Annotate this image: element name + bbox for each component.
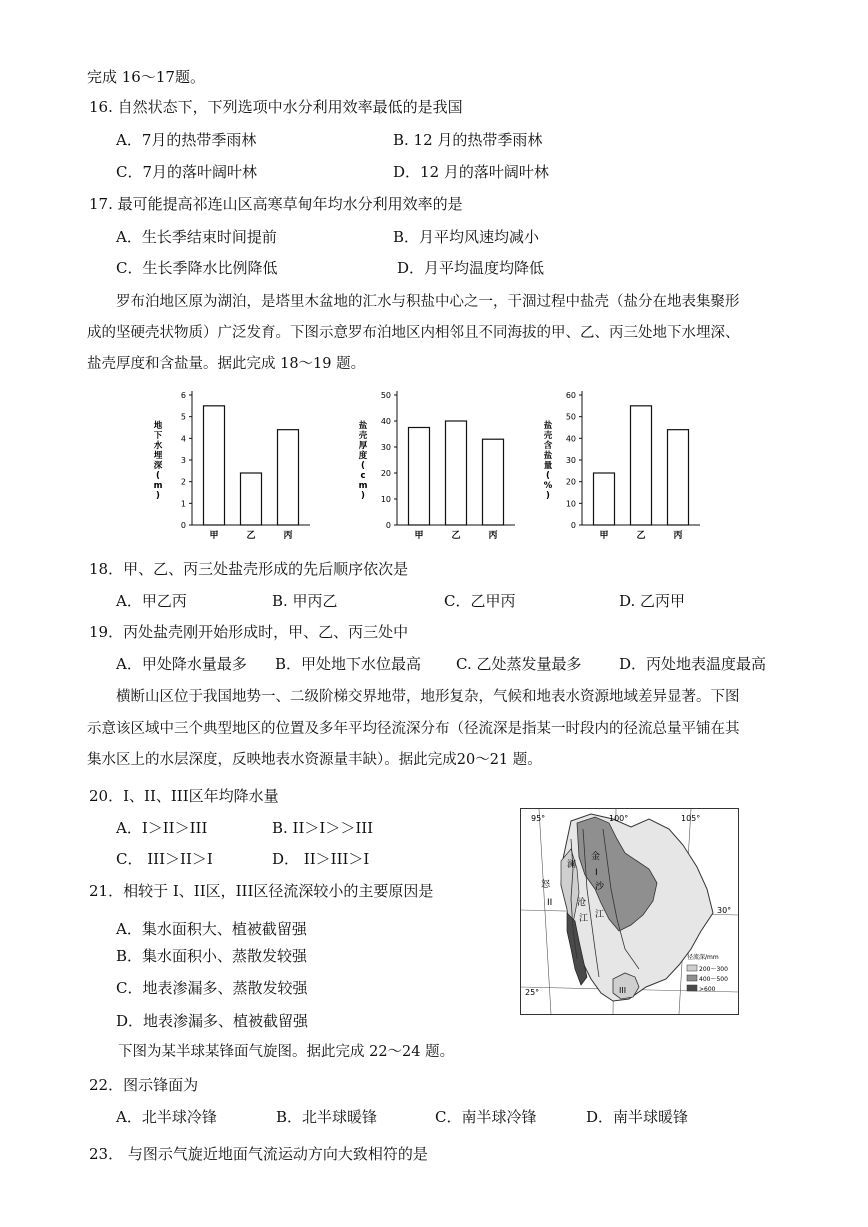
legend-item-1: 200～300	[699, 966, 728, 973]
y-tick-label: 0	[385, 521, 391, 530]
bar-丙	[278, 430, 299, 525]
category-label: 乙	[636, 531, 646, 541]
passage-18-19-line1: 罗布泊地区原为湖泊，是塔里木盆地的汇水与积盐中心之一，干涸过程中盐壳（盐分在地表集聚形	[116, 294, 740, 310]
lon-label-105: 105°	[681, 814, 701, 823]
river-char-4: 江	[595, 910, 605, 920]
hengduan-runoff-map	[520, 808, 739, 1015]
y-axis-label-char: 盐	[543, 451, 553, 461]
river-char-2: 金	[591, 852, 601, 862]
category-label: 乙	[246, 531, 256, 541]
chart-salt-content	[544, 391, 700, 541]
q18-option-b: B. 甲丙乙	[272, 592, 338, 610]
q17-option-d: D．月平均温度均降低	[397, 259, 545, 277]
question-18-stem: 18．甲、乙、丙三处盐壳形成的先后顺序依次是	[89, 560, 409, 578]
chart-groundwater-depth	[154, 391, 310, 541]
y-tick-label: 0	[180, 521, 186, 530]
y-axis-label-char: 盐	[358, 421, 368, 431]
q17-option-c: C．生长季降水比例降低	[116, 259, 278, 277]
y-axis-label-char: )	[156, 491, 160, 501]
river-char-5: 怒	[541, 880, 551, 890]
passage-18-19-line3: 盐壳厚度和含盐量。据此完成 18～19 题。	[87, 356, 366, 372]
legend-title: 径流深/mm	[687, 954, 719, 961]
q17-option-a: A．生长季结束时间提前	[116, 228, 277, 246]
y-tick-label: 40	[380, 417, 391, 426]
y-tick-label: 4	[180, 434, 186, 444]
q16-option-d: D．12 月的落叶阔叶林	[393, 163, 549, 181]
passage-20-21-line2: 示意该区域中三个典型地区的位置及多年平均径流深分布（径流深是指某一时段内的径流总量平铺在其	[87, 721, 740, 737]
river-char-6: 沧	[577, 898, 587, 908]
y-tick-label: 20	[565, 477, 576, 487]
q19-option-b: B．甲处地下水位最高	[275, 655, 422, 673]
category-label: 丙	[283, 531, 293, 541]
bar-乙	[631, 406, 652, 525]
question-23-stem: 23． 与图示气旋近地面气流运动方向大致相符的是	[89, 1145, 428, 1163]
y-tick-label: 30	[380, 443, 391, 452]
bar-丙	[668, 430, 689, 525]
y-axis-label-char: 盐	[543, 421, 553, 431]
passage-20-21-line1: 横断山区位于我国地势一、二级阶梯交界地带，地形复杂，气候和地表水资源地域差异显著。下图	[116, 689, 740, 705]
y-axis-label-char: (	[156, 471, 160, 481]
y-axis-label-char: (	[361, 461, 365, 471]
y-tick-label: 6	[180, 391, 186, 400]
y-axis-label-char: 深	[153, 461, 163, 471]
category-label: 甲	[209, 531, 219, 541]
q22-option-a: A．北半球冷锋	[116, 1108, 217, 1126]
q18-option-d: D. 乙丙甲	[619, 592, 686, 610]
q17-option-b: B．月平均风速均减小	[393, 228, 540, 246]
lat-label-25: 25°	[525, 988, 540, 997]
bar-乙	[241, 473, 262, 525]
y-axis-label-char: 厚	[358, 441, 368, 451]
question-21-stem: 21．相较于 I、II区，III区径流深较小的主要原因是	[89, 882, 434, 900]
q18-option-c: C．乙甲丙	[444, 592, 516, 610]
lat-label-30: 30°	[717, 906, 732, 915]
legend-item-2: 400～500	[699, 976, 728, 983]
question-19-stem: 19．丙处盐壳刚开始形成时，甲、乙、丙三处中	[89, 623, 409, 641]
y-tick-label: 60	[565, 391, 576, 400]
y-axis-label-char: 埋	[153, 451, 163, 461]
category-label: 甲	[414, 531, 424, 541]
y-tick-label: 2	[180, 477, 186, 487]
passage-20-21-line3: 集水区上的水层深度，反映地表水资源量丰缺）。据此完成20～21 题。	[87, 752, 542, 768]
q21-option-d: D．地表渗漏多、植被截留强	[116, 1012, 309, 1030]
q16-option-a: A．7月的热带季雨林	[116, 131, 257, 149]
q22-option-c: C．南半球冷锋	[435, 1108, 537, 1126]
region-label-i: I	[595, 868, 598, 878]
y-axis-label-char: 含	[543, 441, 553, 451]
q22-option-b: B．北半球暖锋	[276, 1108, 378, 1126]
y-tick-label: 3	[180, 456, 186, 465]
y-axis-label-char: 量	[543, 461, 553, 471]
y-axis-label-char: 度	[358, 451, 368, 461]
q20-option-c: C． III＞II＞I	[116, 850, 213, 868]
q16-option-b: B. 12 月的热带季雨林	[393, 131, 543, 149]
question-20-stem: 20．I、II、III区年均降水量	[89, 787, 279, 805]
y-axis-label-char: m	[153, 481, 163, 491]
category-label: 乙	[451, 531, 461, 541]
river-char-3: 沙	[595, 882, 605, 892]
passage-22-24: 下图为某半球某锋面气旋图。据此完成 22～24 题。	[118, 1044, 455, 1060]
q19-option-c: C. 乙处蒸发量最多	[456, 655, 582, 673]
region-label-iii: III	[619, 986, 627, 995]
question-22-stem: 22．图示锋面为	[89, 1076, 199, 1094]
q16-option-c: C．7月的落叶阔叶林	[116, 163, 258, 181]
bar-甲	[204, 406, 225, 525]
q19-option-d: D．丙处地表温度最高	[619, 655, 767, 673]
q21-option-c: C．地表渗漏多、蒸散发较强	[116, 979, 308, 997]
q21-option-a: A．集水面积大、植被截留强	[116, 920, 307, 938]
category-label: 丙	[673, 531, 683, 541]
region-label-ii: II	[547, 898, 553, 908]
y-axis-label-char: )	[546, 491, 550, 501]
y-axis-label-char: %	[543, 481, 553, 491]
y-axis-label-char: (	[546, 471, 550, 481]
chart-crust-thickness	[359, 391, 515, 541]
category-label: 甲	[599, 531, 609, 541]
y-axis-label-char: 壳	[358, 431, 368, 441]
legend-item-3: >600	[699, 986, 716, 993]
category-label: 丙	[488, 531, 498, 541]
q19-option-a: A．甲处降水量最多	[116, 655, 247, 673]
passage-18-19-line2: 成的坚硬壳状物质）广泛发育。下图示意罗布泊地区内相邻且不同海拔的甲、乙、丙三处地下水埋深、	[87, 325, 740, 341]
map-legend	[687, 953, 728, 993]
q20-option-b: B. II＞I＞＞III	[272, 819, 374, 837]
y-tick-label: 1	[180, 499, 186, 509]
lon-label-100: 100°	[609, 814, 629, 823]
bar-甲	[594, 473, 615, 525]
y-axis-label-char: 下	[153, 431, 163, 441]
bar-甲	[409, 428, 430, 526]
y-tick-label: 10	[380, 495, 391, 504]
y-axis-label-char: m	[358, 481, 368, 491]
q20-option-a: A．I＞II＞III	[116, 819, 208, 837]
q18-option-a: A．甲乙丙	[116, 592, 187, 610]
y-axis-label-char: 地	[153, 421, 163, 431]
y-axis-label-char: 壳	[543, 431, 553, 441]
y-tick-label: 50	[380, 391, 391, 400]
q22-option-d: D．南半球暖锋	[586, 1108, 689, 1126]
y-tick-label: 5	[180, 412, 186, 422]
y-tick-label: 0	[570, 521, 576, 530]
bar-乙	[446, 421, 467, 525]
q21-option-b: B．集水面积小、蒸散发较强	[116, 947, 308, 965]
bar-丙	[483, 439, 504, 525]
question-16-stem: 16. 自然状态下，下列选项中水分利用效率最低的是我国	[89, 98, 463, 116]
y-axis-label-char: 水	[153, 441, 163, 451]
y-tick-label: 50	[565, 412, 576, 422]
y-axis-label-char: c	[360, 471, 366, 481]
lon-label-95: 95°	[531, 814, 546, 823]
y-tick-label: 10	[565, 499, 576, 509]
intro-16-17: 完成 16～17题。	[87, 68, 205, 86]
q20-option-d: D． II＞III＞I	[272, 850, 370, 868]
y-axis-label-char: )	[361, 491, 365, 501]
y-tick-label: 20	[380, 469, 391, 478]
bar-charts-figure	[150, 383, 730, 548]
river-char-1: 澜	[567, 860, 577, 870]
river-char-7: 江	[579, 914, 589, 924]
y-tick-label: 40	[565, 434, 576, 444]
question-17-stem: 17. 最可能提高祁连山区高寒草甸年均水分利用效率的是	[89, 195, 463, 213]
y-tick-label: 30	[565, 456, 576, 465]
